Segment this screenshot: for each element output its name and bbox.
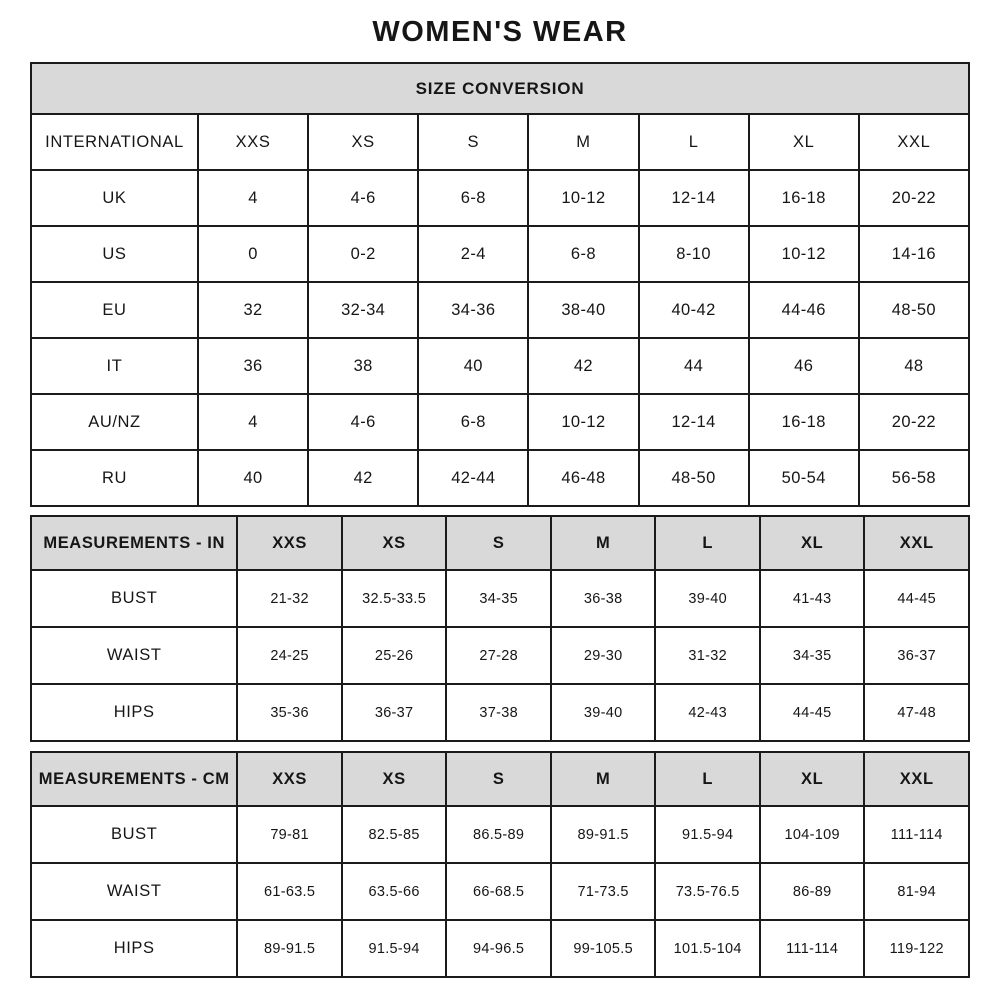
value-cell: 6-8 <box>528 226 638 282</box>
value-cell: 101.5-104 <box>655 920 760 977</box>
value-cell: 8-10 <box>639 226 749 282</box>
value-cell: 32.5-33.5 <box>342 570 447 627</box>
column-header-xl: XL <box>749 114 859 170</box>
measurements-cm-header: MEASUREMENTS - CM <box>31 752 237 806</box>
value-cell: 20-22 <box>859 170 969 226</box>
value-cell: 21-32 <box>237 570 342 627</box>
row-label: UK <box>31 170 198 226</box>
value-cell: 40 <box>198 450 308 506</box>
column-header-m: M <box>551 752 656 806</box>
row-label: HIPS <box>31 920 237 977</box>
value-cell: 91.5-94 <box>342 920 447 977</box>
value-cell: 4 <box>198 394 308 450</box>
column-header-international: INTERNATIONAL <box>31 114 198 170</box>
table-row <box>31 684 969 741</box>
value-cell: 0 <box>198 226 308 282</box>
value-cell: 38-40 <box>528 282 638 338</box>
column-header-xl: XL <box>760 752 865 806</box>
value-cell: 42 <box>308 450 418 506</box>
value-cell: 42 <box>528 338 638 394</box>
row-label: AU/NZ <box>31 394 198 450</box>
table-row <box>31 450 969 506</box>
value-cell: 24-25 <box>237 627 342 684</box>
column-header-s: S <box>446 752 551 806</box>
value-cell: 37-38 <box>446 684 551 741</box>
value-cell: 48 <box>859 338 969 394</box>
value-cell: 119-122 <box>864 920 969 977</box>
value-cell: 12-14 <box>639 170 749 226</box>
value-cell: 81-94 <box>864 863 969 920</box>
value-cell: 46-48 <box>528 450 638 506</box>
column-header-m: M <box>528 114 638 170</box>
row-label: WAIST <box>31 627 237 684</box>
page-title: WOMEN'S WEAR <box>372 16 628 48</box>
value-cell: 66-68.5 <box>446 863 551 920</box>
value-cell: 27-28 <box>446 627 551 684</box>
value-cell: 48-50 <box>639 450 749 506</box>
value-cell: 44-45 <box>864 570 969 627</box>
column-header-s: S <box>418 114 528 170</box>
column-header-xl: XL <box>760 516 865 570</box>
size-conversion-banner: SIZE CONVERSION <box>31 63 969 114</box>
value-cell: 36-37 <box>864 627 969 684</box>
value-cell: 63.5-66 <box>342 863 447 920</box>
value-cell: 34-35 <box>446 570 551 627</box>
row-label: WAIST <box>31 863 237 920</box>
row-label: IT <box>31 338 198 394</box>
row-label: US <box>31 226 198 282</box>
column-header-s: S <box>446 516 551 570</box>
column-header-xs: XS <box>308 114 418 170</box>
value-cell: 91.5-94 <box>655 806 760 863</box>
value-cell: 50-54 <box>749 450 859 506</box>
value-cell: 34-36 <box>418 282 528 338</box>
value-cell: 46 <box>749 338 859 394</box>
value-cell: 36 <box>198 338 308 394</box>
value-cell: 40 <box>418 338 528 394</box>
value-cell: 29-30 <box>551 627 656 684</box>
value-cell: 4-6 <box>308 394 418 450</box>
table-row <box>31 226 969 282</box>
table-row <box>31 282 969 338</box>
table-row <box>31 338 969 394</box>
value-cell: 14-16 <box>859 226 969 282</box>
row-label: BUST <box>31 806 237 863</box>
column-header-xxs: XXS <box>237 516 342 570</box>
value-cell: 82.5-85 <box>342 806 447 863</box>
value-cell: 41-43 <box>760 570 865 627</box>
value-cell: 111-114 <box>864 806 969 863</box>
value-cell: 20-22 <box>859 394 969 450</box>
value-cell: 2-4 <box>418 226 528 282</box>
value-cell: 99-105.5 <box>551 920 656 977</box>
value-cell: 86-89 <box>760 863 865 920</box>
value-cell: 39-40 <box>551 684 656 741</box>
value-cell: 89-91.5 <box>551 806 656 863</box>
value-cell: 44-45 <box>760 684 865 741</box>
table-row <box>31 394 969 450</box>
row-label: HIPS <box>31 684 237 741</box>
value-cell: 104-109 <box>760 806 865 863</box>
measurements-cm-header-row <box>31 752 969 806</box>
value-cell: 47-48 <box>864 684 969 741</box>
column-header-l: L <box>655 752 760 806</box>
value-cell: 6-8 <box>418 170 528 226</box>
value-cell: 44-46 <box>749 282 859 338</box>
value-cell: 73.5-76.5 <box>655 863 760 920</box>
table-row <box>31 863 969 920</box>
value-cell: 34-35 <box>760 627 865 684</box>
value-cell: 94-96.5 <box>446 920 551 977</box>
value-cell: 44 <box>639 338 749 394</box>
size-conversion-table <box>30 62 970 507</box>
column-header-xxs: XXS <box>237 752 342 806</box>
value-cell: 6-8 <box>418 394 528 450</box>
measurements-in-header-row <box>31 516 969 570</box>
column-header-xxl: XXL <box>864 516 969 570</box>
table-row <box>31 170 969 226</box>
value-cell: 79-81 <box>237 806 342 863</box>
value-cell: 16-18 <box>749 394 859 450</box>
value-cell: 32-34 <box>308 282 418 338</box>
column-header-xxl: XXL <box>859 114 969 170</box>
measurements-cm-table <box>30 751 970 978</box>
column-header-xs: XS <box>342 752 447 806</box>
table-row <box>31 627 969 684</box>
value-cell: 89-91.5 <box>237 920 342 977</box>
value-cell: 4 <box>198 170 308 226</box>
value-cell: 48-50 <box>859 282 969 338</box>
column-header-m: M <box>551 516 656 570</box>
value-cell: 40-42 <box>639 282 749 338</box>
value-cell: 12-14 <box>639 394 749 450</box>
value-cell: 61-63.5 <box>237 863 342 920</box>
measurements-in-table <box>30 515 970 742</box>
row-label: RU <box>31 450 198 506</box>
value-cell: 10-12 <box>528 170 638 226</box>
value-cell: 35-36 <box>237 684 342 741</box>
value-cell: 36-37 <box>342 684 447 741</box>
value-cell: 32 <box>198 282 308 338</box>
value-cell: 42-44 <box>418 450 528 506</box>
size-conversion-banner-row <box>31 63 969 114</box>
value-cell: 25-26 <box>342 627 447 684</box>
value-cell: 111-114 <box>760 920 865 977</box>
column-header-l: L <box>655 516 760 570</box>
value-cell: 42-43 <box>655 684 760 741</box>
table-row <box>31 920 969 977</box>
value-cell: 71-73.5 <box>551 863 656 920</box>
value-cell: 0-2 <box>308 226 418 282</box>
table-row <box>31 570 969 627</box>
value-cell: 10-12 <box>528 394 638 450</box>
column-header-l: L <box>639 114 749 170</box>
value-cell: 10-12 <box>749 226 859 282</box>
size-conversion-columns-row <box>31 114 969 170</box>
value-cell: 86.5-89 <box>446 806 551 863</box>
row-label: BUST <box>31 570 237 627</box>
value-cell: 16-18 <box>749 170 859 226</box>
value-cell: 36-38 <box>551 570 656 627</box>
column-header-xxl: XXL <box>864 752 969 806</box>
value-cell: 38 <box>308 338 418 394</box>
column-header-xxs: XXS <box>198 114 308 170</box>
value-cell: 39-40 <box>655 570 760 627</box>
table-row <box>31 806 969 863</box>
value-cell: 56-58 <box>859 450 969 506</box>
column-header-xs: XS <box>342 516 447 570</box>
row-label: EU <box>31 282 198 338</box>
measurements-in-header: MEASUREMENTS - IN <box>31 516 237 570</box>
value-cell: 4-6 <box>308 170 418 226</box>
value-cell: 31-32 <box>655 627 760 684</box>
